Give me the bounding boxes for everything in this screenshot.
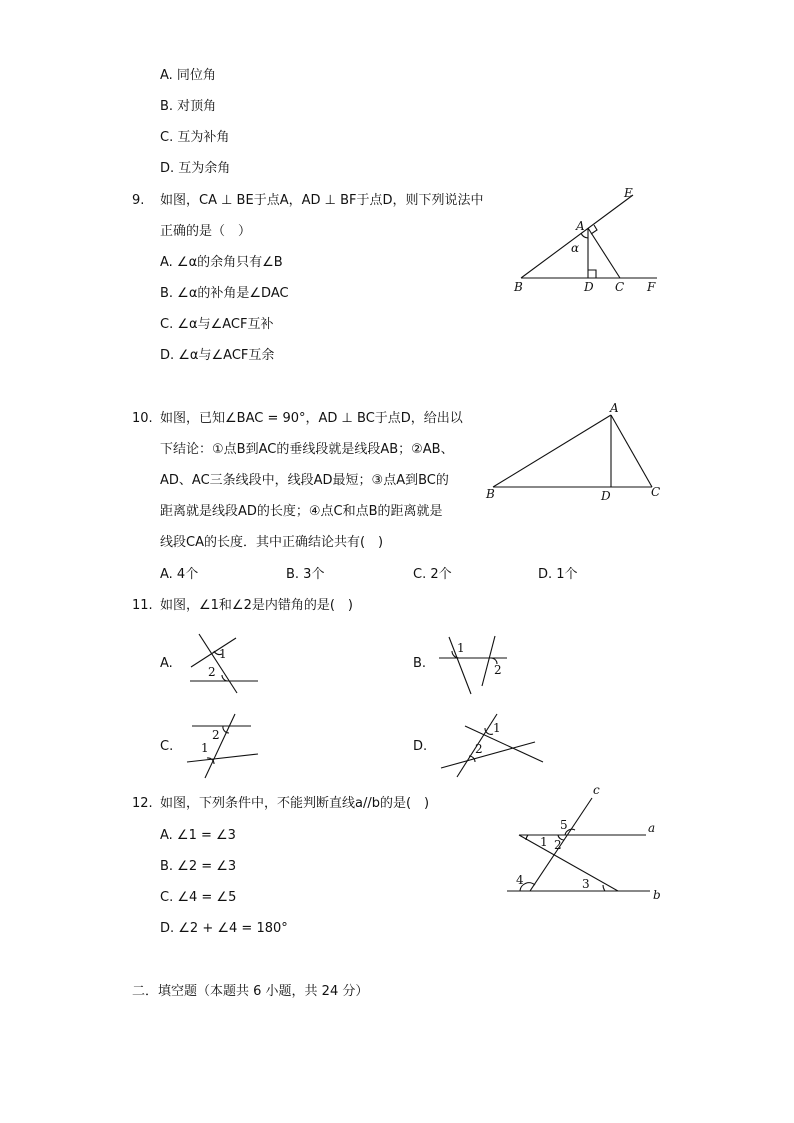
q12-arc-3: [603, 885, 605, 891]
q9-alpha-arc: [581, 233, 588, 238]
q11a-label-2: 2: [208, 665, 216, 679]
q11d-line: [441, 742, 535, 768]
q12-option-a: A. ∠1 = ∠3: [160, 828, 236, 843]
q11-option-c-letter: C.: [160, 739, 174, 754]
q8-option-d: D. 互为余角: [160, 161, 231, 176]
q11-figure-d: [435, 710, 545, 780]
q11-option-a-letter: A.: [160, 656, 173, 671]
q12-label-b: b: [653, 888, 661, 902]
q9-right-angle-d: [588, 270, 596, 278]
q12-option-d: D. ∠2 + ∠4 = 180°: [160, 921, 288, 936]
q11b-label-2: 2: [494, 663, 502, 677]
section-2-title: 二．填空题（本题共 6 小题，共 24 分）: [132, 984, 369, 999]
q10-stem-line: 下结论：①点B到AC的垂线段就是线段AB；②AB、: [160, 442, 454, 457]
q8-option-c: C. 互为补角: [160, 130, 230, 145]
q9-label-alpha: α: [571, 241, 580, 255]
q9-number: 9.: [132, 193, 145, 208]
q12-option-b: B. ∠2 = ∠3: [160, 859, 237, 874]
q9-stem-line2: 正确的是（ ）: [160, 224, 252, 239]
q10-figure: [480, 398, 670, 508]
q10-option-b: B. 3个: [286, 567, 325, 582]
q11c-label-1: 1: [201, 741, 209, 755]
q11-option-b-letter: B.: [413, 656, 427, 671]
q12-figure: [500, 782, 675, 907]
q10-option-c: C. 2个: [413, 567, 452, 582]
q9-option-c: C. ∠α与∠ACF互补: [160, 317, 274, 332]
q9-stem-line1: 如图，CA ⊥ BE于点A，AD ⊥ BF于点D，则下列说法中: [160, 193, 484, 208]
q12-label-4: 4: [516, 873, 524, 887]
q9-label-e: E: [624, 186, 633, 200]
q12-label-3: 3: [582, 877, 590, 891]
q12-option-c: C. ∠4 = ∠5: [160, 890, 237, 905]
q9-label-f: F: [647, 280, 656, 294]
q9-option-d: D. ∠α与∠ACF互余: [160, 348, 275, 363]
q9-line-be: [521, 195, 633, 278]
q11-number: 11.: [132, 598, 153, 613]
q11d-arc: [485, 728, 493, 734]
q10-option-a: A. 4个: [160, 567, 199, 582]
q8-option-b: B. 对顶角: [160, 99, 217, 114]
q10-line-ab: [493, 415, 611, 487]
q12-label-a: a: [648, 821, 656, 835]
q11c-line: [187, 754, 258, 762]
q12-transversal: [519, 835, 618, 891]
q10-label-d: D: [601, 489, 611, 503]
q9-label-c: C: [615, 280, 625, 294]
q11c-line: [205, 714, 235, 778]
q12-label-2: 2: [554, 838, 562, 852]
q8-option-a: A. 同位角: [160, 68, 216, 83]
q11b-label-1: 1: [457, 641, 465, 655]
q9-label-b: B: [514, 280, 523, 294]
q10-option-d: D. 1个: [538, 567, 578, 582]
q10-label-a: A: [610, 401, 619, 415]
q10-number: 10.: [132, 411, 153, 426]
q9-label-d: D: [584, 280, 594, 294]
q10-label-b: B: [486, 487, 495, 501]
q11a-label-1: 1: [219, 647, 227, 661]
q11a-line: [191, 638, 236, 667]
q12-label-5: 5: [560, 818, 568, 832]
q11a-line: [199, 634, 237, 693]
q11d-label-2: 2: [475, 742, 483, 756]
q12-stem: 如图，下列条件中，不能判断直线a//b的是( ): [160, 796, 430, 811]
q10-label-c: C: [651, 485, 661, 499]
q11d-label-1: 1: [493, 721, 501, 735]
q9-option-a: A. ∠α的余角只有∠B: [160, 255, 283, 270]
q9-label-a: A: [576, 219, 585, 233]
q11-option-d-letter: D.: [413, 739, 428, 754]
q11c-label-2: 2: [212, 728, 220, 742]
q12-number: 12.: [132, 796, 153, 811]
q12-label-c: c: [593, 783, 600, 797]
q11-figure-a: [185, 630, 265, 700]
q12-label-1: 1: [540, 835, 548, 849]
q9-right-angle-a: [591, 225, 597, 234]
q10-line-ac: [611, 415, 652, 487]
q9-option-b: B. ∠α的补角是∠DAC: [160, 286, 289, 301]
q11b-line: [482, 636, 495, 686]
q11-figure-b: [435, 630, 515, 700]
q11-stem: 如图，∠1和∠2是内错角的是( ): [160, 598, 353, 613]
q10-stem-line: 如图，已知∠BAC = 90°，AD ⊥ BC于点D，给出以: [160, 411, 463, 426]
q10-stem-line: AD、AC三条线段中，线段AD最短；③点A到BC的: [160, 473, 449, 488]
q9-figure: [505, 185, 675, 295]
q11-figure-c: [185, 710, 265, 785]
q10-stem-line: 距离就是线段AD的长度；④点C和点B的距离就是: [160, 504, 443, 519]
q10-stem-line: 线段CA的长度．其中正确结论共有( ): [160, 535, 384, 550]
